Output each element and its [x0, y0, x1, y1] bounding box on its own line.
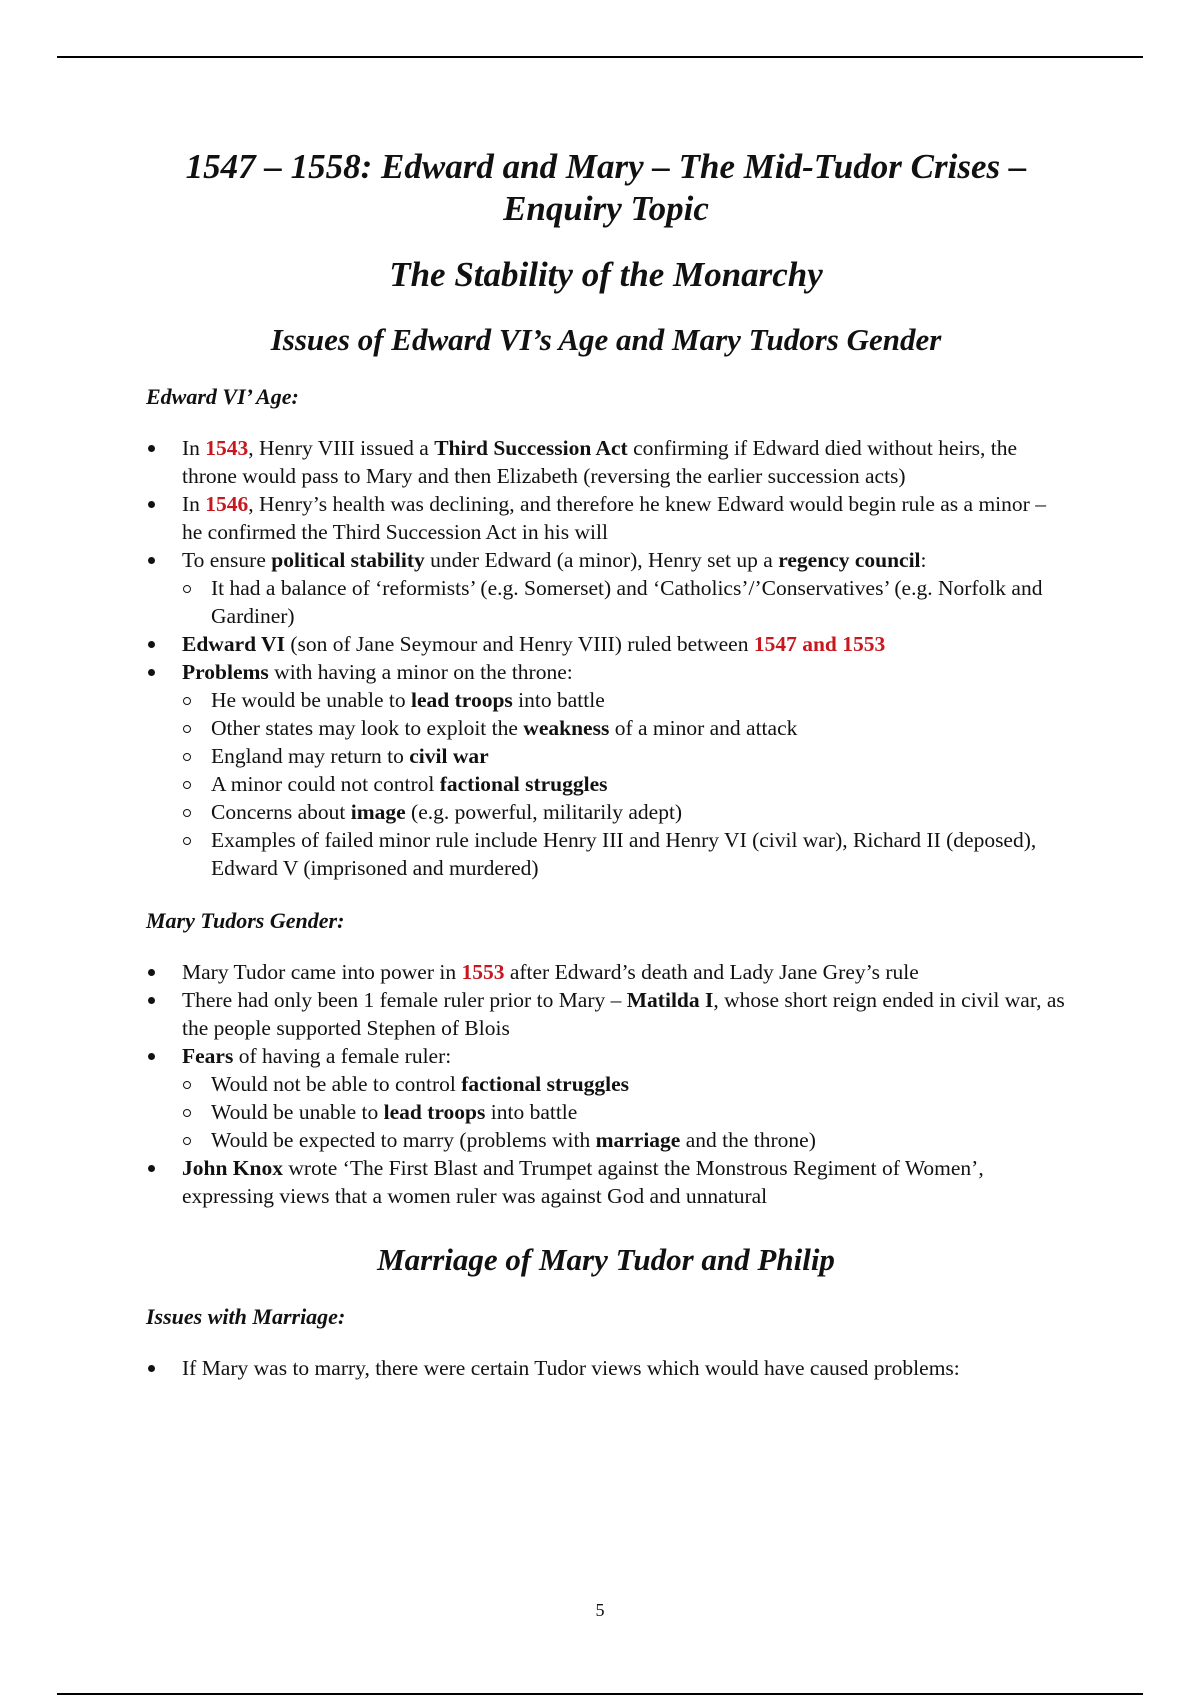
- sub-list: [182, 574, 1066, 630]
- key-term: Fears: [182, 1044, 234, 1068]
- title-line-1: 1547 – 1558: Edward and Mary – The Mid-Tudor Crises –: [185, 147, 1027, 186]
- list-item: Fears of having a female ruler: Would not be able to control factional struggles Would be unable to lead troops into battle Would be expected to marry (problems with marriage and the throne): [146, 1042, 1066, 1154]
- bottom-rule: [57, 1693, 1143, 1695]
- circle-bullet-icon: [183, 585, 191, 593]
- mary-gender-list: [146, 958, 1066, 1210]
- circle-bullet-icon: [183, 837, 191, 845]
- sub-list-item: It had a balance of ‘reformists’ (e.g. Somerset) and ‘Catholics’/’Conservatives’ (e.g. Norfolk and Gardiner): [182, 574, 1066, 630]
- subheading-issues-marriage: Issues with Marriage:: [146, 1304, 346, 1329]
- circle-bullet-icon: [183, 1081, 191, 1089]
- document-subtitle: The Stability of the Monarchy: [389, 255, 823, 294]
- date-highlight: 1546: [205, 492, 249, 516]
- top-rule: [57, 56, 1143, 58]
- sub-list-item: He would be unable to lead troops into battle: [182, 686, 1066, 714]
- list-item: There had only been 1 female ruler prior to Mary – Matilda I, whose short reign ended in civil war, as the people supported Stephen of Blois: [146, 986, 1066, 1042]
- bullet-icon: [148, 641, 155, 648]
- circle-bullet-icon: [183, 697, 191, 705]
- section-heading-marriage: Marriage of Mary Tudor and Philip: [377, 1242, 835, 1277]
- circle-bullet-icon: [183, 1109, 191, 1117]
- sub-list: [182, 1070, 1066, 1154]
- sub-list-item: Concerns about image (e.g. powerful, militarily adept): [182, 798, 1066, 826]
- date-highlight: 1543: [205, 436, 249, 460]
- bullet-icon: [148, 501, 155, 508]
- bullet-icon: [148, 1165, 155, 1172]
- key-term: John Knox: [182, 1156, 283, 1180]
- section-heading-edward-mary: Issues of Edward VI’s Age and Mary Tudors Gender: [270, 322, 942, 357]
- sub-list-item: Examples of failed minor rule include Henry III and Henry VI (civil war), Richard II (deposed), Edward V (imprisoned and murdered): [182, 826, 1066, 882]
- sub-list: [182, 686, 1066, 882]
- sub-list-item: Would not be able to control factional struggles: [182, 1070, 1066, 1098]
- key-term: Edward VI: [182, 632, 285, 656]
- bullet-icon: [148, 997, 155, 1004]
- key-term: Matilda I: [626, 988, 714, 1012]
- sub-list-item: Would be expected to marry (problems with marriage and the throne): [182, 1126, 1066, 1154]
- page-content: [146, 146, 1066, 1382]
- bullet-icon: [148, 445, 155, 452]
- sub-list-item: England may return to civil war: [182, 742, 1066, 770]
- circle-bullet-icon: [183, 809, 191, 817]
- subheading-edward-age: Edward VI’ Age:: [146, 384, 299, 409]
- circle-bullet-icon: [183, 781, 191, 789]
- sub-list-item: Would be unable to lead troops into battle: [182, 1098, 1066, 1126]
- circle-bullet-icon: [183, 753, 191, 761]
- list-item: In 1543, Henry VIII issued a Third Succession Act confirming if Edward died without heirs, the throne would pass to Mary and then Elizabeth (reversing the earlier succession acts): [146, 434, 1066, 490]
- key-term: Third Succession Act: [434, 436, 628, 460]
- bullet-icon: [148, 669, 155, 676]
- subheading-mary-gender: Mary Tudors Gender:: [146, 908, 345, 933]
- date-highlight: 1553: [461, 960, 505, 984]
- bullet-icon: [148, 969, 155, 976]
- date-highlight: 1547 and 1553: [753, 632, 886, 656]
- page-number: 5: [595, 1600, 605, 1620]
- list-item: To ensure political stability under Edward (a minor), Henry set up a regency council: It had a balance of ‘reformists’ (e.g. Somerset) and ‘Catholics’/’Conservatives’ (e.g. Norfolk and Gardiner): [146, 546, 1066, 630]
- list-item: Edward VI (son of Jane Seymour and Henry VIII) ruled between 1547 and 1553: [146, 630, 1066, 658]
- bullet-icon: [148, 1365, 155, 1372]
- key-term: Problems: [182, 660, 269, 684]
- circle-bullet-icon: [183, 725, 191, 733]
- list-item: If Mary was to marry, there were certain Tudor views which would have caused problems:: [146, 1354, 1066, 1382]
- marriage-issues-list: [146, 1354, 1066, 1382]
- edward-age-list: [146, 434, 1066, 882]
- title-line-2: Enquiry Topic: [503, 189, 709, 228]
- key-term: political stability: [271, 548, 425, 572]
- document-title: [146, 146, 1066, 230]
- sub-list-item: A minor could not control factional struggles: [182, 770, 1066, 798]
- list-item: In 1546, Henry’s health was declining, and therefore he knew Edward would begin rule as a minor – he confirmed the Third Succession Act in his will: [146, 490, 1066, 546]
- sub-list-item: Other states may look to exploit the weakness of a minor and attack: [182, 714, 1066, 742]
- bullet-icon: [148, 1053, 155, 1060]
- bullet-icon: [148, 557, 155, 564]
- circle-bullet-icon: [183, 1137, 191, 1145]
- list-item: Mary Tudor came into power in 1553 after Edward’s death and Lady Jane Grey’s rule: [146, 958, 1066, 986]
- list-item: Problems with having a minor on the throne: He would be unable to lead troops into battle Other states may look to exploit the weakness of a minor and attack England may return to civil war A minor could not control factional struggles Concerns about image (e.g. powerful, militarily adept) Examples of failed minor rule include Henry III and Henry VI (civil war), Richard II (deposed), Edward V (imprisoned and murdered): [146, 658, 1066, 882]
- key-term: regency council: [778, 548, 921, 572]
- list-item: John Knox wrote ‘The First Blast and Trumpet against the Monstrous Regiment of Women’, expressing views that a women ruler was against God and unnatural: [146, 1154, 1066, 1210]
